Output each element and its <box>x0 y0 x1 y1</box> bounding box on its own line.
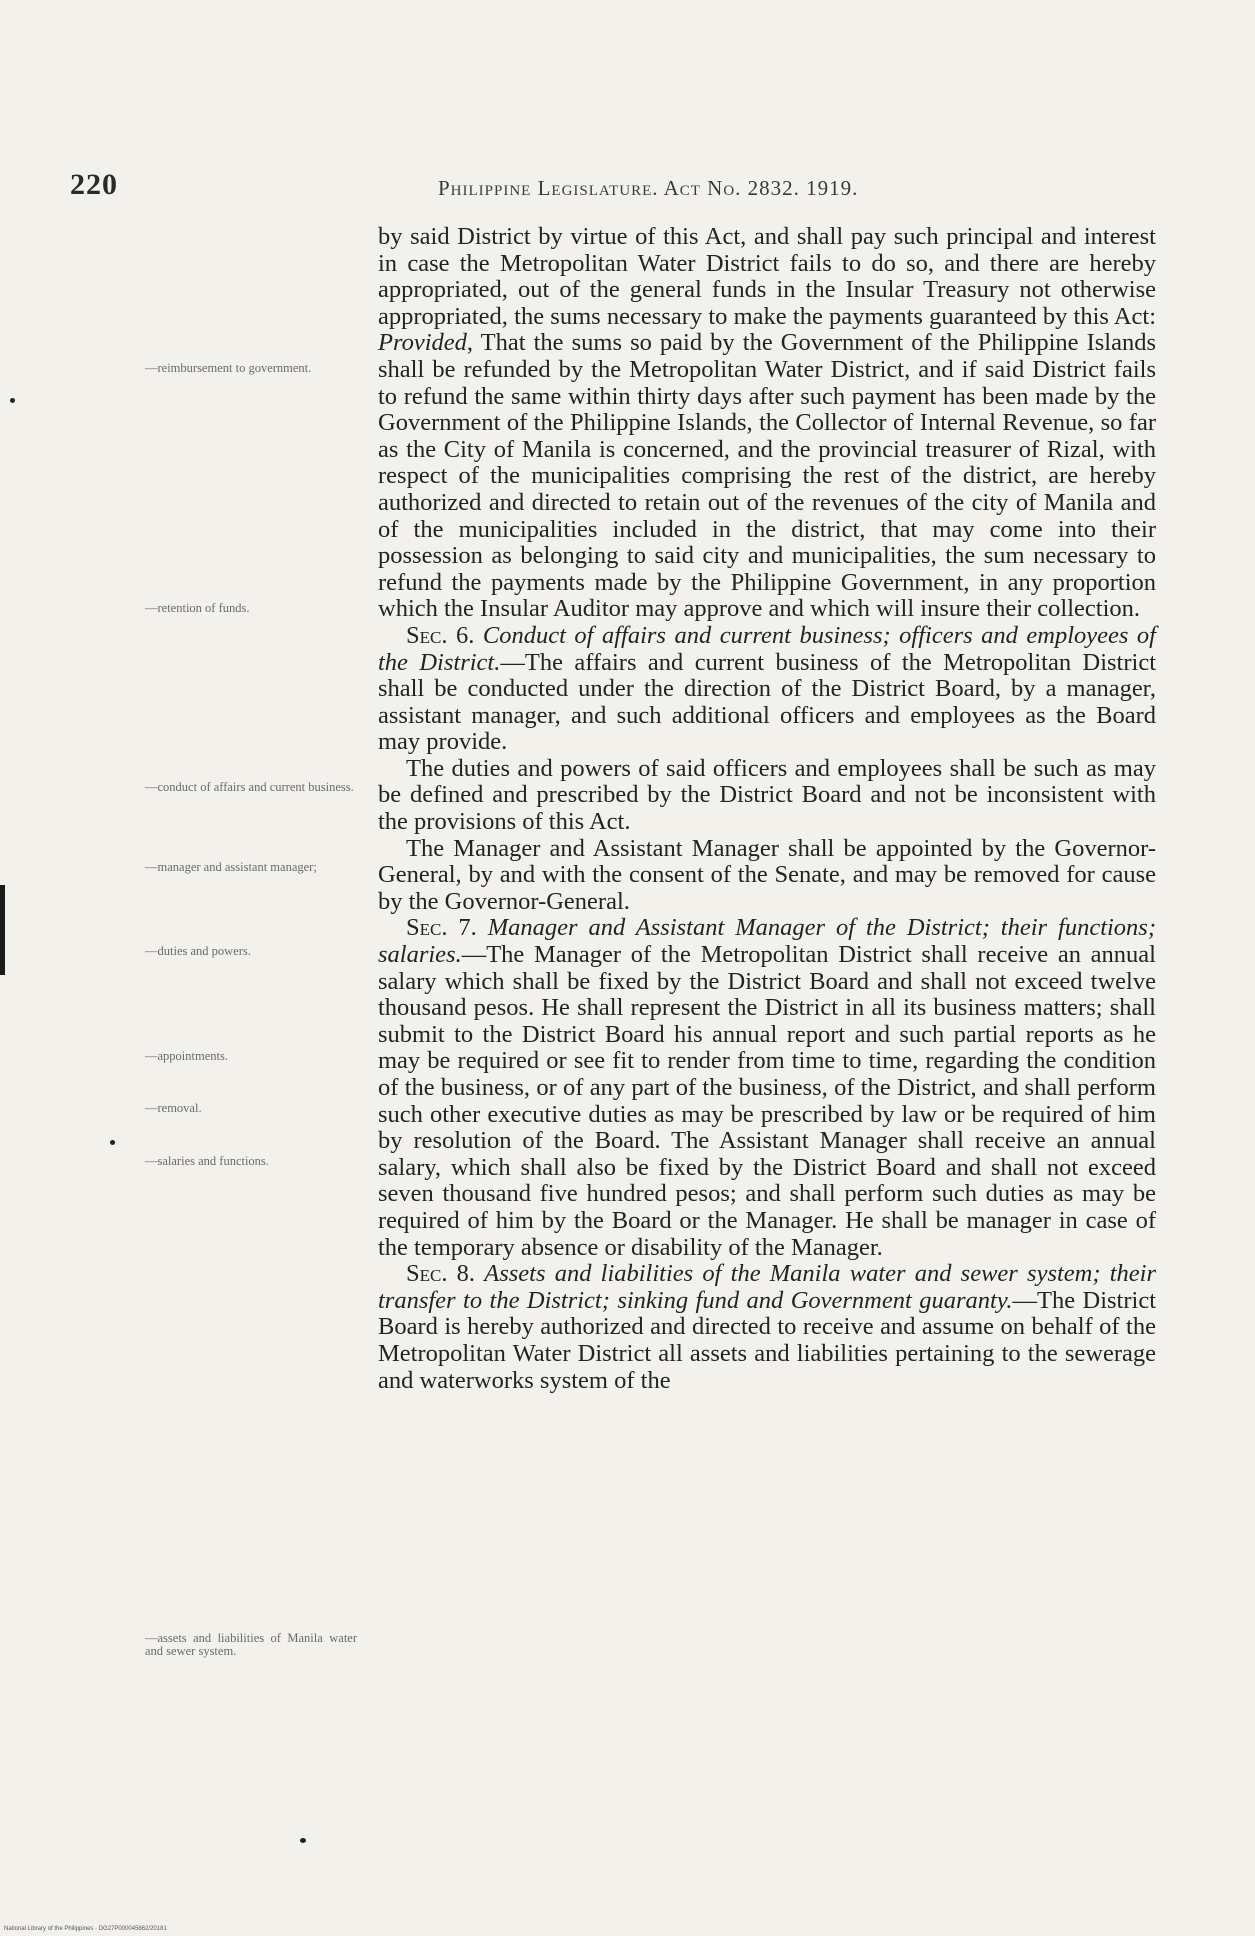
section-8 <box>378 1261 1156 1394</box>
scan-speck <box>300 1838 306 1843</box>
section-7 <box>378 915 1156 1261</box>
page-number: 220 <box>70 168 118 201</box>
margin-note-manager: —manager and assistant manager; <box>145 860 317 874</box>
section-text: —The District Board is hereby authorized and directed to receive and assume on behalf of the Metropolitan Water District all assets and liabilities pertaining to the sewerage and waterworks system of the <box>378 1286 1156 1394</box>
paragraph-text: by said District by virtue of this Act, and shall pay such principal and interest in case the Metropolitan Water District fails to do so, and there are hereby appropriated, out of the general funds in the Insular Treasury not otherwise appropriated, the sums necessary to make the payments guaranteed by this Act: <box>378 223 1156 330</box>
section-number: Sec. 7. <box>406 914 477 942</box>
section-text: —The affairs and current business of the Metropolitan District shall be conducted under the direction of the District Board, by a manager, assistant manager, and such additional officers and employees as the Board may provide. <box>378 648 1157 756</box>
scan-speck <box>110 1140 115 1145</box>
section-number: Sec. 8. <box>406 1260 476 1288</box>
paragraph-duties: The duties and powers of said officers and employees shall be such as may be defined and prescribed by the District Board and not be inconsistent with the provisions of this Act. <box>378 754 1156 836</box>
paragraph-guaranty <box>378 224 1156 623</box>
margin-note-conduct: —conduct of affairs and current business. <box>145 780 354 794</box>
margin-note-reimbursement: —reimbursement to government. <box>145 361 312 375</box>
margin-note-removal: —removal. <box>145 1101 202 1115</box>
paragraph-text: , That the sums so paid by the Government of the Philippine Islands shall be refunded by the Metropolitan Water District, and if said District fails to refund the same within thirty days after such payment has been made by the Government of the Philippine Islands, the Collector of Internal Revenue, so far as the City of Manila is concerned, and the provincial treasurer of Rizal, with respect of the municipalities comprising the rest of the district, are hereby authorized and directed to retain out of the revenues of the city of Manila and of the municipalities included in the district, that may come into their possession as belonging to said city and municipalities, the sum necessary to refund the payments made by the Philippine Government, in any proportion which the Insular Auditor may approve and which will insure their collection. <box>378 329 1156 623</box>
section-title: Assets and liabilities of the Manila water and sewer system; their transfer to the District; sinking fund and Government guaranty. <box>378 1260 1156 1314</box>
section-number: Sec. 6. <box>406 621 475 649</box>
body-text <box>378 224 1156 1394</box>
section-title: Conduct of affairs and current business; officers and employees of the District. <box>378 621 1156 676</box>
margin-note-salaries: —salaries and functions. <box>145 1154 269 1168</box>
scan-credit: National Library of the Philippines · DG27P000045862/20181 <box>4 1926 167 1932</box>
section-6 <box>378 623 1156 756</box>
running-head: Philippine Legislature. Act No. 2832. 1919. <box>438 176 859 200</box>
provided-term: Provided <box>378 329 467 357</box>
margin-note-appointments: —appointments. <box>145 1049 228 1063</box>
section-text: —The Manager of the Metropolitan District shall receive an annual salary which shall be fixed by the District Board and shall not exceed twelve thousand pesos. He shall represent the District in all its business matters; shall submit to the District Board his annual report and such partial reports as he may be required or see fit to render from time to time, regarding the condition of the business, or of any part of the business, of the District, and shall perform such other executive duties as may be prescribed by law or be required of him by resolution of the Board. The Assistant Manager shall receive an annual salary, which shall also be fixed by the District Board and shall not exceed seven thousand five hundred pesos; and shall perform such duties as may be required of him by the Board or the Manager. He shall be manager in case of the temporary absence or disability of the Manager. <box>378 941 1156 1261</box>
margin-note-assets: —assets and liabilities of Manila water and sewer system. <box>145 1631 357 1658</box>
section-title: Manager and Assistant Manager of the District; their functions; salaries. <box>378 914 1157 969</box>
margin-note-duties: —duties and powers. <box>145 944 251 958</box>
scan-speck <box>10 398 15 403</box>
margin-note-retention: —retention of funds. <box>145 601 250 615</box>
scan-edge-mark <box>0 885 5 975</box>
paragraph-appointments: The Manager and Assistant Manager shall be appointed by the Governor-General, by and with the consent of the Senate, and may be removed for cause by the Governor-General. <box>378 834 1156 915</box>
